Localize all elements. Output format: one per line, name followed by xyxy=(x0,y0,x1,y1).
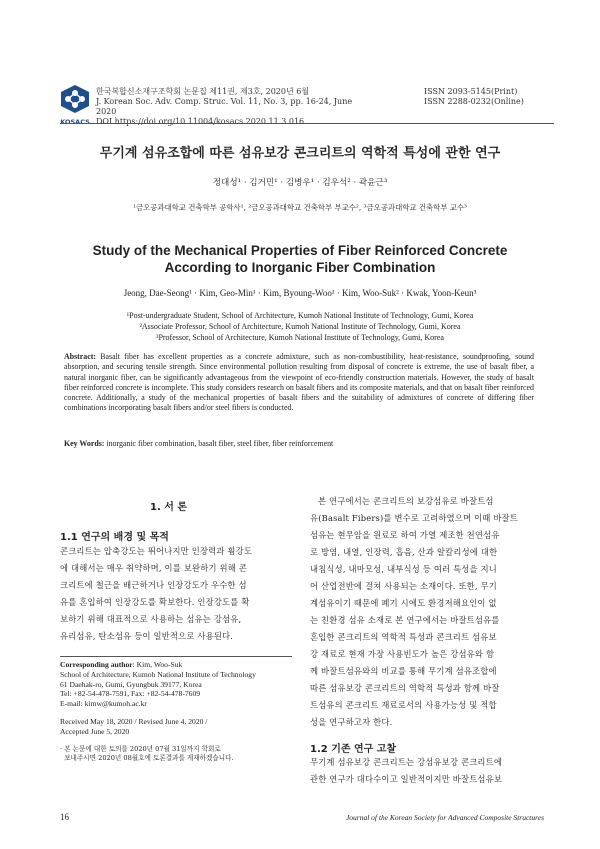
text-line: 로 방염, 내열, 인장력, 흡음, 산과 알칼리성에 대한 xyxy=(310,547,498,557)
authors-en: Jeong, Dae-Seong¹ · Kim, Geo-Min¹ · Kim, Byoung-Woo¹ · Kim, Woo-Suk² · Kwak, Yoon-Keun³ xyxy=(123,288,477,298)
text-line: 콘크리트는 압축강도는 뛰어나지만 인장력과 휨강도 xyxy=(60,546,253,556)
authors-ko: 정대성¹ · 김거민¹ · 김병우¹ · 김우석² · 곽윤근³ xyxy=(212,178,388,188)
corr-line: 61 Daehak-ro, Gumi, Gyungbuk 39177, Korea xyxy=(60,679,202,689)
text-line: 는 친환경 섬유 소재로 본 연구에서는 바잘트섬유를 xyxy=(310,615,500,625)
review-paragraph xyxy=(310,754,544,788)
text-line: 어 산업전반에 걸쳐 사용되는 소재이다. 또한, 무기 xyxy=(310,581,497,591)
text-line: 혼입한 콘크리트의 역학적 특성과 콘크리트 섬유보 xyxy=(310,632,497,642)
text-line: 계섬유이기 때문에 폐기 시에도 환경저해요인이 없 xyxy=(310,598,497,608)
footnote-rule xyxy=(60,656,292,657)
affiliation-en-2: ²Associate Professor, School of Architecture, Kumoh National Institute of Technology, Gumi, Korea xyxy=(139,322,461,331)
corr-label: Corresponding author xyxy=(60,660,133,669)
text-line: 본 연구에서는 콘크리트의 보강섬유로 바잘트섬 xyxy=(318,496,494,506)
issn-online: ISSN 2288-0232(Online) xyxy=(424,97,524,106)
page-number: 16 xyxy=(60,812,69,822)
text-line: 섬유는 현무암을 원료로 하여 가열 제조한 천연섬유 xyxy=(310,530,500,540)
corr-name: : Kim, Woo-Suk xyxy=(132,660,183,669)
received-line: Received May 18, 2020 / Revised June 4, 2020 / xyxy=(60,717,208,726)
intro-paragraph xyxy=(60,543,292,645)
keywords-text: inorganic fiber combination, basalt fiber, steel fiber, fiber reinforcement xyxy=(106,439,334,448)
header-rule xyxy=(60,123,554,124)
title-en-line2: According to Inorganic Fiber Combination xyxy=(164,260,436,275)
text-line: 강 재료로 현재 가장 사용빈도가 높은 강섬유와 함 xyxy=(310,649,495,659)
issn-print: ISSN 2093-5145(Print) xyxy=(424,87,518,96)
abstract xyxy=(64,352,534,414)
affiliation-en-3: ³Professor, School of Architecture, Kumoh National Institute of Technology, Gumi, Korea xyxy=(156,333,444,342)
note-line: 보내주시면 2020년 08월호에 토론결과를 게재하겠습니다. xyxy=(60,754,234,762)
logo-text: KOSACS xyxy=(60,118,90,126)
keywords xyxy=(64,439,534,449)
corresponding-author xyxy=(60,660,295,709)
affiliations-ko: ¹금오공과대학교 건축학부 공학사¹, ²금오공과대학교 건축학부 부교수², ³금오공과대학교 건축학부 교수³ xyxy=(133,203,467,212)
footer-journal: Journal of the Korean Society for Advanced Composite Structures xyxy=(345,813,544,822)
discussion-note xyxy=(60,745,300,763)
keywords-label: Key Words: xyxy=(64,439,105,448)
text-line: 따른 섬유보강 콘크리트의 역학적 특성과 함께 바잘 xyxy=(310,683,500,693)
text-line: 에 대해서는 매우 취약하며, 이를 보완하기 위해 콘 xyxy=(60,563,247,573)
text-line: 관한 연구가 대다수이고 일반적이지만 바잘트섬유보 xyxy=(310,774,503,784)
received-dates xyxy=(60,717,295,737)
subsection-1-2: 1.2 기존 연구 고찰 xyxy=(310,744,397,755)
journal-name-ko: 한국복합신소재구조학회 논문집 제11권, 제3호, 2020년 6월 xyxy=(96,87,310,96)
received-line: Accepted June 5, 2020 xyxy=(60,726,130,736)
doi-link[interactable]: DOI https://doi.org/10.11004/kosacs.2020.11.3.016 xyxy=(96,117,305,126)
abstract-text: Basalt fiber has excellent properties as a concrete admixture, such as non-combustibility, heat-resistance, soundproofing, sound absorption, and securing tensile strength. Since environmental pollution resulting from disposal of concrete is extreme, the use of basalt fiber, a natural inorganic fiber, can be significantly advantageous from the viewpoint of eco-friendly construction materials. However, the study of basalt fiber reinforced concrete is incomplete. This study considers research on basalt fibers and its composite materials, and that on basalt fiber reinforced concrete. Additionally, a study of the mechanical properties of basalt fibers and the suitability of admixtures of concrete of differing fiber combinations incorporating basalt fibers and/or steel fibers is conducted. xyxy=(64,352,534,413)
journal-name-en: J. Korean Soc. Adv. Comp. Struc. Vol. 11, No. 3, pp. 16-24, June 2020 xyxy=(96,97,353,116)
text-line: 트섬유의 콘크리트 재료로서의 사용가능성 및 적합 xyxy=(310,700,497,710)
title-ko: 무기계 섬유조합에 따른 섬유보강 콘크리트의 역학적 특성에 관한 연구 xyxy=(99,146,501,161)
journal-logo xyxy=(58,84,92,126)
affiliation-en-1: ¹Post-undergraduate Student, School of Architecture, Kumoh National Institute of Technology, Gumi, Korea xyxy=(126,311,474,320)
text-line: 보하기 위해 대표적으로 사용하는 섬유는 강섬유, xyxy=(60,614,242,624)
corr-line: School of Architecture, Kumoh National Institute of Technology xyxy=(60,669,256,679)
section-introduction: 1. 서 론 xyxy=(150,502,188,513)
corr-email[interactable]: E-mail: kimw@kumoh.ac.kr xyxy=(60,699,147,709)
text-line: 성을 연구하고자 한다. xyxy=(310,717,393,727)
subsection-1-1: 1.1 연구의 배경 및 목적 xyxy=(60,532,169,543)
purpose-paragraph xyxy=(310,493,544,731)
text-line: 유(Basalt Fibers)를 변수로 고려하였으며 이때 바잘트 xyxy=(310,513,518,523)
text-line: 크리트에 철근을 배근하거나 인장강도가 우수한 섬 xyxy=(60,580,247,590)
text-line: 유리섬유, 탄소섬유 등이 일반적으로 사용된다. xyxy=(60,631,234,641)
text-line: 께 바잘트섬유와의 비교를 통해 무기계 섬유조합에 xyxy=(310,666,497,676)
corr-line: Tel: +82-54-478-7591, Fax: +82-54-478-7609 xyxy=(60,689,201,699)
note-line: · 본 논문에 대한 토의를 2020년 07월 31일까지 학회로 xyxy=(60,745,221,753)
text-line: 무기계 섬유보강 콘크리트는 강섬유보강 콘크리트에 xyxy=(310,757,503,767)
title-en-line1: Study of the Mechanical Properties of Fiber Reinforced Concrete xyxy=(92,243,508,258)
kosacs-logo-icon xyxy=(58,84,92,114)
text-line: 내침식성, 내마모성, 내부식성 등 여러 특성을 지니 xyxy=(310,564,497,574)
text-line: 유를 혼입하여 인장강도를 확보한다. 인장강도를 확 xyxy=(60,597,250,607)
abstract-label: Abstract: xyxy=(64,352,96,361)
